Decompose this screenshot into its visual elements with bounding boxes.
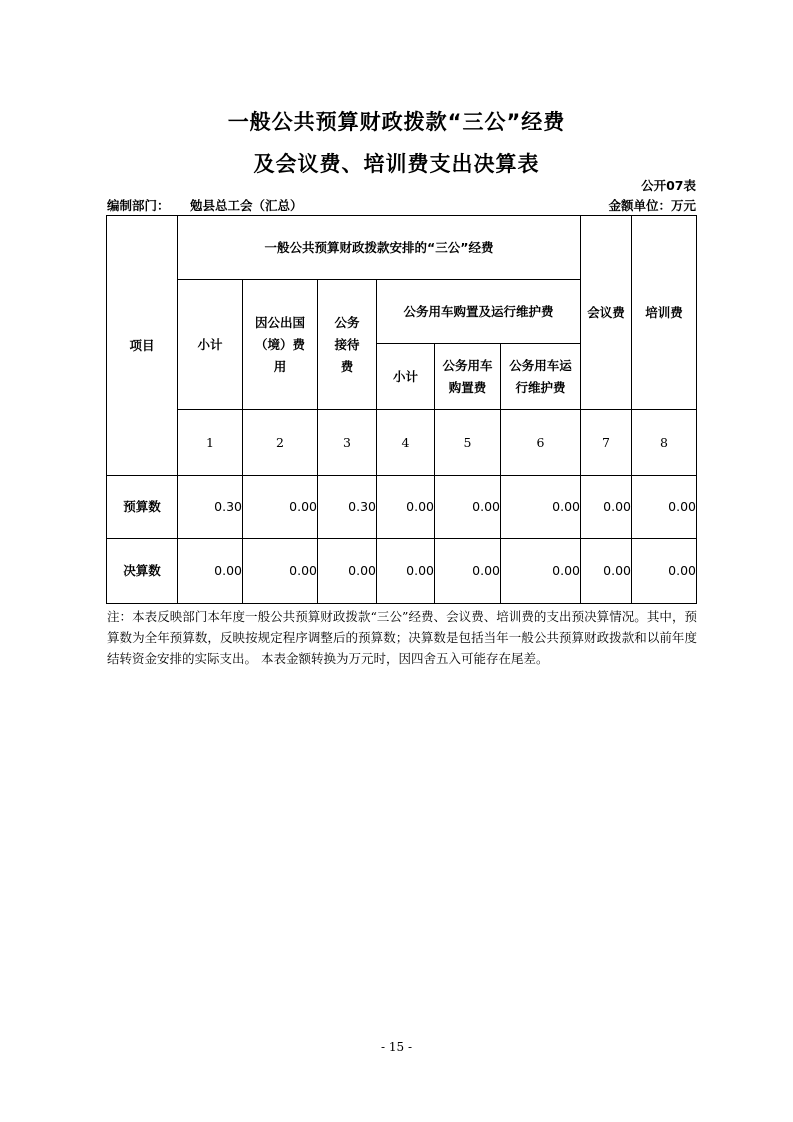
dept-value: 勉县总工会（汇总） — [190, 198, 303, 213]
header-vehicle-subtotal: 小计 — [377, 344, 435, 410]
col-number: 1 — [178, 410, 243, 476]
header-group: 一般公共预算财政拨款安排的“三公”经费 — [178, 216, 581, 280]
cell-value: 0.00 — [178, 539, 243, 604]
row-label: 决算数 — [107, 539, 178, 604]
table-row — [107, 476, 697, 539]
cell-value: 0.00 — [377, 539, 435, 604]
table-code: 公开07表 — [641, 178, 696, 193]
header-vehicle-purchase: 公务用车购置费 — [435, 344, 501, 410]
header-reception: 公务接待费 — [318, 280, 377, 410]
header-item: 项目 — [107, 216, 178, 476]
col-number: 4 — [377, 410, 435, 476]
cell-value: 0.00 — [632, 539, 697, 604]
cell-value: 0.30 — [178, 476, 243, 539]
cell-value: 0.30 — [318, 476, 377, 539]
table-row — [107, 539, 697, 604]
cell-value: 0.00 — [318, 539, 377, 604]
dept-label: 编制部门： — [107, 198, 170, 213]
cell-value: 0.00 — [501, 476, 581, 539]
row-label: 预算数 — [107, 476, 178, 539]
page-number: - 15 - — [380, 1040, 412, 1054]
header-vehicle-maintenance: 公务用车运行维护费 — [501, 344, 581, 410]
cell-value: 0.00 — [243, 476, 318, 539]
header-subtotal: 小计 — [178, 280, 243, 410]
col-number: 5 — [435, 410, 501, 476]
cell-value: 0.00 — [581, 476, 632, 539]
cell-value: 0.00 — [243, 539, 318, 604]
col-number: 8 — [632, 410, 697, 476]
expense-table — [106, 215, 697, 604]
title-line-2: 及会议费、培训费支出决算表 — [253, 152, 540, 176]
col-number: 6 — [501, 410, 581, 476]
cell-value: 0.00 — [632, 476, 697, 539]
table-note: 注：本表反映部门本年度一般公共预算财政拨款“三公”经费、会议费、培训费的支出预决算情况。其中，预算数为全年预算数，反映按规定程序调整后的预算数；决算数是包括当年一般公共预算财政拨款和以前年度结转资金安排的实际支出。 本表金额转换为万元时，因四舍五入可能存在尾差。 — [107, 609, 697, 666]
cell-value: 0.00 — [581, 539, 632, 604]
cell-value: 0.00 — [501, 539, 581, 604]
header-meeting: 会议费 — [581, 216, 632, 410]
cell-value: 0.00 — [435, 476, 501, 539]
col-number: 7 — [581, 410, 632, 476]
header-abroad: 因公出国（境）费用 — [243, 280, 318, 410]
cell-value: 0.00 — [435, 539, 501, 604]
col-number: 2 — [243, 410, 318, 476]
cell-value: 0.00 — [377, 476, 435, 539]
header-vehicle-group: 公务用车购置及运行维护费 — [377, 280, 581, 344]
title-line-1: 一般公共预算财政拨款“三公”经费 — [227, 110, 566, 134]
header-training: 培训费 — [632, 216, 697, 410]
amount-unit: 金额单位：万元 — [608, 198, 696, 213]
col-number: 3 — [318, 410, 377, 476]
